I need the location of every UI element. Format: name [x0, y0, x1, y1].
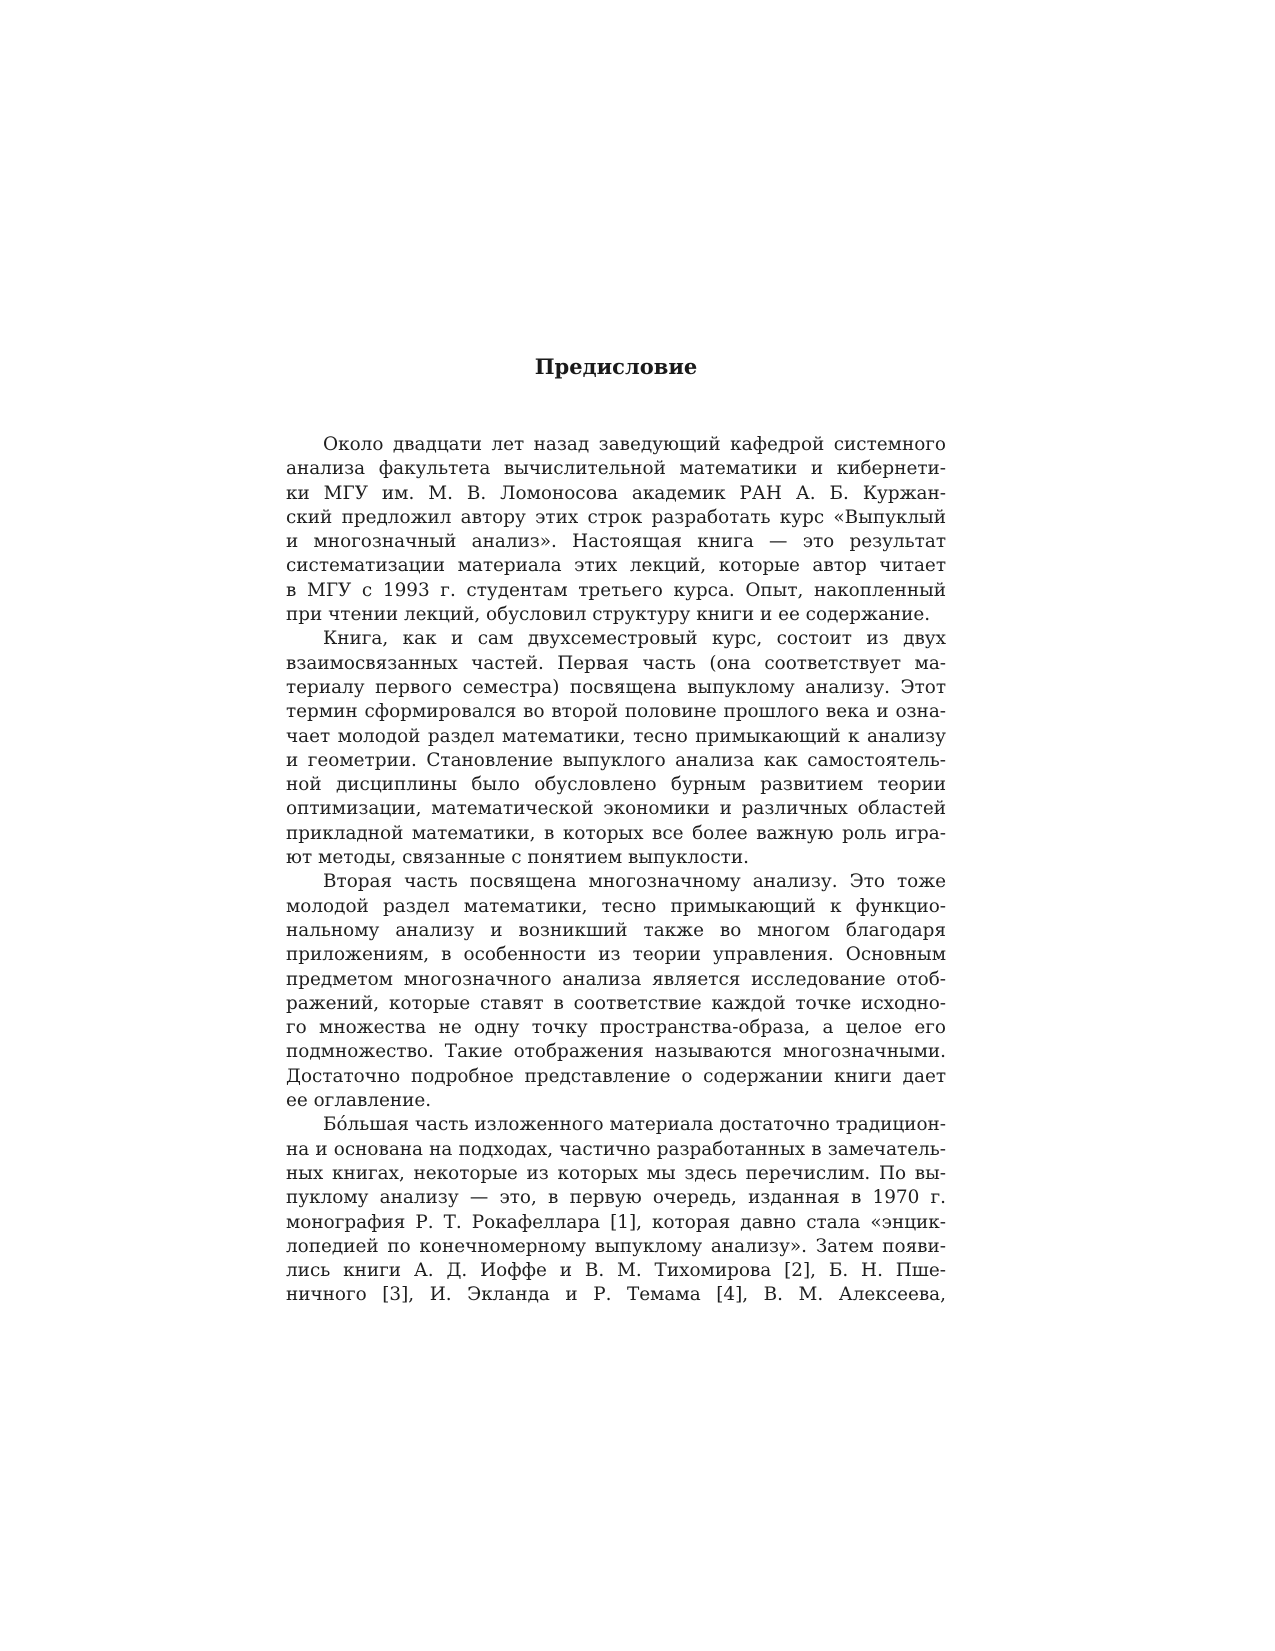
body-text — [286, 433, 946, 1308]
paragraph-3 — [286, 870, 946, 1113]
text-line: го множества не одну точку пространства-образа, а целое его — [286, 1017, 946, 1039]
text-line: прикладной математики, в которых все более важную роль игра- — [286, 822, 946, 844]
text-line: Около двадцати лет назад заведующий кафедрой системного — [323, 434, 946, 455]
paragraph-1 — [286, 433, 946, 627]
text-line: приложениям, в особенности из теории управления. Основным — [286, 944, 946, 966]
text-line: в МГУ с 1993 г. студентам третьего курса. Опыт, накопленный — [286, 579, 946, 601]
text-line: предметом многозначного анализа является исследование отоб- — [286, 968, 946, 990]
text-line: лись книги А. Д. Иоффе и В. М. Тихомирова [2], Б. Н. Пше- — [286, 1260, 946, 1282]
text-line: Достаточно подробное представление о содержании книги дает — [286, 1065, 946, 1087]
text-line: взаимосвязанных частей. Первая часть (она соответствует ма- — [286, 652, 946, 674]
text-line: систематизации материала этих лекций, которые автор читает — [286, 555, 946, 577]
text-line: пуклому анализу — это, в первую очередь, изданная в 1970 г. — [286, 1187, 946, 1209]
text-line: Бóльшая часть изложенного материала достаточно традицион- — [323, 1114, 946, 1136]
text-line: ничного [3], И. Экланда и Р. Темама [4], В. М. Алексеева, — [286, 1284, 946, 1306]
text-line: чает молодой раздел математики, тесно примыкающий к анализу — [286, 725, 946, 747]
page-title: Предисловие — [534, 354, 698, 379]
paragraph-2 — [286, 627, 946, 870]
text-line: оптимизации, математической экономики и различных областей — [286, 798, 946, 820]
text-line: ее оглавление. — [286, 1090, 432, 1112]
text-line: и геометрии. Становление выпуклого анализа как самостоятель- — [286, 749, 946, 771]
text-line: термин сформировался во второй половине прошлого века и озна- — [286, 701, 946, 723]
text-line: монография Р. Т. Рокафеллара [1], которая давно стала «энцик- — [286, 1211, 946, 1233]
text-line: Книга, как и сам двухсеместровый курс, состоит из двух — [323, 628, 946, 650]
text-line: лопедией по конечномерному выпуклому анализу». Затем появи- — [286, 1235, 946, 1257]
paragraph-4 — [286, 1113, 946, 1307]
text-line: териалу первого семестра) посвящена выпуклому анализу. Этот — [286, 676, 946, 698]
text-line: подмножество. Такие отображения называются многозначными. — [286, 1041, 946, 1063]
text-line: при чтении лекций, обусловил структуру книги и ее содержание. — [286, 604, 931, 626]
text-line: ных книгах, некоторые из которых мы здесь перечислим. По вы- — [286, 1162, 946, 1184]
text-line: анализа факультета вычислительной математики и кибернети- — [286, 458, 946, 480]
text-line: ют методы, связанные с понятием выпуклости. — [286, 847, 749, 869]
text-line: ной дисциплины было обусловлено бурным развитием теории — [286, 774, 946, 796]
text-line: нальному анализу и возникший также во многом благодаря — [286, 919, 946, 941]
text-line: Вторая часть посвящена многозначному анализу. Это тоже — [323, 871, 946, 893]
text-line: ки МГУ им. М. В. Ломоносова академик РАН А. Б. Куржан- — [286, 482, 946, 504]
text-line: ражений, которые ставят в соответствие каждой точке исходно- — [286, 992, 946, 1014]
text-line: молодой раздел математики, тесно примыкающий к функцио- — [286, 895, 946, 917]
text-line: на и основана на подходах, частично разработанных в замечатель- — [286, 1138, 946, 1160]
text-line: ский предложил автору этих строк разработать курс «Выпуклый — [286, 506, 946, 528]
text-line: и многозначный анализ». Настоящая книга — это результат — [286, 531, 946, 553]
